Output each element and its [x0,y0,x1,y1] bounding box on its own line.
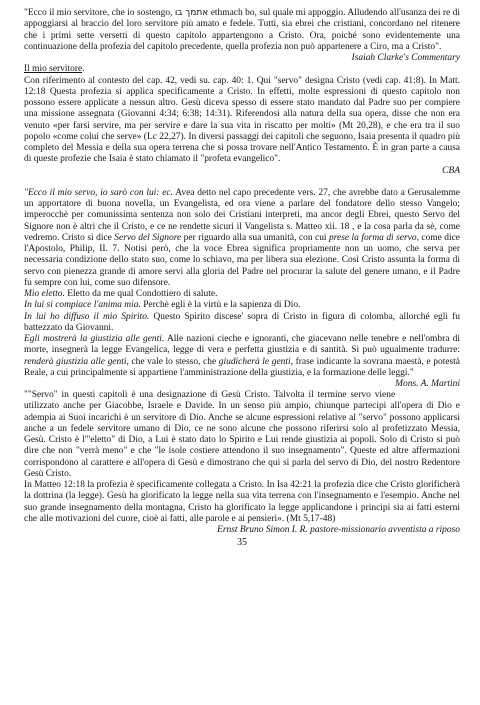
simon-paragraph-1: ""Servo" in questi capitoli è una designazione di Gesù Cristo. Talvolta il termine servo viene utilizzato anche per Giacobbe, Israele e Davide. In un senso più ampio, chiunque partecipi all'opera di Dio e adempia ai Suoi incarichi è un servitore di Dio. Anche se alcune espressioni relative al "servo" possono applicarsi anche a un fedele servitore umano di Dio, ce ne sono alcune che possono riferirsi solo al profetizzato Messia, Gesù. Cristo è l'"eletto" di Dio, a Lui è stato dato lo Spirito e Lui rende giustizia ai popoli. Solo di Cristo si può dire che non "verrà meno" e che "le isole costiere attendono il suo insegnamento". Queste ed altre affermazioni corrispondono al carattere e all'opera di Gesù e dimostrano che qui si parla del servo di Dio, del nostro Redentore Gesù Cristo. [24,390,460,479]
clarke-attribution: Isaiah Clarke's Commentary [351,53,460,63]
cba-source: CBA [442,165,460,176]
cba-body-text: Con riferimento al contesto del cap. 42, vedi su. cap. 40: 1. Qui "servo" designa Cristo (vedi cap. 41:8). In Matt. 12:18 Questa profezia si applica specificamente a Cristo. In effetti, molte espressioni di questo capitolo non possono essere applicate a nessun altro. Gesù diceva spesso di essere stato mandato dal Padre suo per compiere una missione assegnata (Giovanni 4:34; 6:38; 14:31). Riferendosi alla natura della sua opera, disse che non era venuto «per farsi servire, ma per servire e dare la sua vita in riscatto per molti» (Mt 20,28), e che era tra il suo popolo «come colui che serve» (Lc 22,27). In diversi passaggi dei capitoli che seguono, Isaia presenta il quadro più completo del Messia e della sua opera terrena che si possa trovare nell'Antico Testamento. È in gran parte a causa di queste profezie che Isaia è stato chiamato il "profeta evangelico". [24,75,460,165]
martini-intro-italic: "Ecco il mio servo, io sarò con lui: ec. [24,187,173,198]
martini-intro-italic3: prese la forma di servo [329,232,417,243]
simon-signature: Ernst Bruno Simon I. R. pastore-missionario avventista a riposo [217,525,460,535]
martini-intro-a: Avea detto nel capo precedente vers. 27, che avrebbe dato a Gerusalemme un apportatore di buona novella, un Evangelista, ed ora viene a parlare del fondatore dello stesso Vangelo; imperocchè per comunissima sentenza non solo dei Cristiani interpreti, ma ancor degli Ebrei, questo Servo del Signore non è altri che il Cristo, e ce ne rendette sicuri il Vangelista s. Matteo xii. 18 , e la cosa parla da sè, come vedremo. Cristo si dice [24,187,460,243]
line3-rest: Questo Spirito discese' sopra di Cristo in figura di colomba, allorché egli fu battezzato da Giovanni. [24,311,461,333]
page-number: 35 [237,537,247,549]
line2-italic: In lui si compiace l'anima mia. [24,300,141,311]
line4-italic: Egli mostrerà la giustizia alle genti. [24,334,165,344]
martini-intro-c: , come dice l'Apostolo, Philip, II. 7. Notisi però, che la voce Ebrea significa propriamente non un uomo, che serva per necessaria condizione dello stato suo, come lo schiavo, ma per libera sua elezione. Così Cristo assunta la forma di servo con pienezza grande di amore servì alla gloria del Padre nel procurar la salute del genere umano, e il Padre fu sempre con lui, come suo difensore. [24,232,461,288]
quote-open-text: "Ecco il mio servitore, che io sostengo, [24,8,175,18]
martini-line-spirito [24,312,460,335]
line4-italic3: giudicherà le genti [218,356,291,367]
line3-italic: In lui ho diffuso il mio Spirito. [24,311,150,322]
martini-intro-italic2: Servo del Signore [114,232,182,243]
servant-link-period: . [82,64,85,75]
clarke-quote [24,8,460,53]
line4-c: , frase indicante la sovrana maestà, e potestà Reale, a cui principalmente si appartiene l'amministrazione della giustizia, e la formazione delle leggi." [24,356,460,378]
martini-intro-b: per riguardo alla sua umanità, con cui [181,232,329,243]
line4-italic2: renderà giustizia alle genti [24,356,127,367]
line1-rest: Eletto da me qual Condottiero di salute. [64,289,218,299]
hebrew-text: אתמך בו [174,8,209,18]
line4-a: Alle nazioni cieche e ignoranti, che giacevano nelle tenebre e nell'ombra di morte, insegnerà la legge Evangelica, legge di vera e perfetta giustizia e di santità. Si può ugualmente tradurre: [24,334,461,356]
line1-italic: Mio eletto. [24,289,65,299]
spacer [24,177,460,188]
simon-paragraph-2: In Matteo 12:18 la profezia è specificamente collegata a Cristo. In Isa 42:21 la profezia dice che Cristo glorificherà la dottrina (la legge). Gesù ha glorificato la legge nella sua vita terrena con l'insegnamento e l'esempio. Anche nel suo grande insegnamento della montagna, Cristo ha glorificato la legge applicandone i principi sia ai fatti esterni che alle motivazioni del cuore, cioè ai fatti, alle parole e ai pensieri». (Mt 5,17-48) [24,480,460,524]
line4-b: , che vale lo stesso, che [126,356,219,367]
quote-rest-text: ethmach bo, sul quale mi appoggio. Alludendo all'usanza dei re di appoggiarsi al braccio del loro servitore più amato e fedele. Tutti, sia ebrei che cristiani, concordano nel ritenere che i primi sette versetti di questo capitolo appartengono a Cristo. Ora, poiché sono evidentemente una continuazione della profezia del capitolo precedente, quella profezia non può appartenere a Ciro, ma a Cristo". [24,8,460,52]
martini-line-eletto [24,289,460,300]
martini-intro [24,188,460,289]
martini-signature: Mons. A. Martini [395,379,460,389]
cba-paragraph [24,76,460,166]
line2-rest: Perchè egli è la virtù e la sapienza di Dio. [140,300,301,311]
servant-heading [24,64,460,75]
servant-link[interactable]: Il mio servitore [24,64,83,75]
martini-line-giustizia [24,334,461,389]
martini-line-compiace [24,300,460,311]
